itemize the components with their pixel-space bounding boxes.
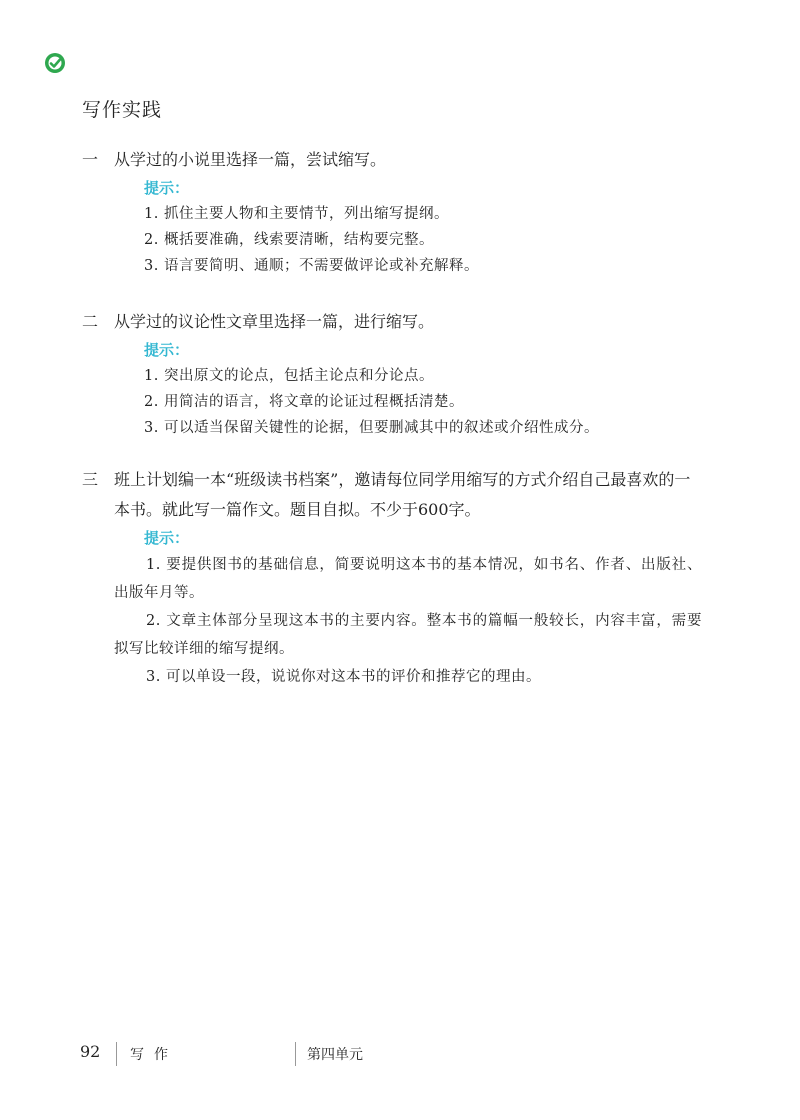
- tip-label: 提示：: [144, 341, 190, 359]
- task-heading: [82, 465, 702, 525]
- tip-label: 提示：: [144, 179, 190, 197]
- tip-item: 2. 文章主体部分呈现这本书的主要内容。整本书的篇幅一般较长，内容丰富，需要拟写比较详细的缩写提纲。: [114, 613, 702, 657]
- tip-item: 3. 可以单设一段，说说你对这本书的评价和推荐它的理由。: [146, 669, 541, 685]
- task-heading: [82, 307, 702, 337]
- page-number: 92: [80, 1042, 101, 1061]
- task-2: [82, 307, 702, 441]
- tip-item: 1. 抓住主要人物和主要情节，列出缩写提纲。: [144, 206, 449, 222]
- tip-item: 1. 要提供图书的基础信息，简要说明这本书的基本情况，如书名、作者、出版社、出版年月等。: [114, 557, 702, 601]
- footer-unit-name: 第四单元: [307, 1047, 363, 1063]
- tip-item: 1. 突出原文的论点，包括主论点和分论点。: [144, 368, 434, 384]
- task-number: 三: [82, 470, 99, 489]
- footer-section-name: 写作: [130, 1047, 178, 1063]
- tip-list: [82, 201, 702, 279]
- footer-divider: [116, 1042, 117, 1066]
- tip-item: 3. 语言要简明、通顺；不需要做评论或补充解释。: [144, 258, 479, 274]
- tip-list: [82, 551, 702, 691]
- tip-item: 3. 可以适当保留关键性的论据，但要删减其中的叙述或介绍性成分。: [144, 420, 599, 436]
- tip-list: [82, 363, 702, 441]
- page-footer: [0, 1040, 800, 1068]
- task-3: [82, 465, 702, 691]
- tip-item: 2. 概括要准确，线索要清晰，结构要完整。: [144, 232, 434, 248]
- task-prompt: 从学过的议论性文章里选择一篇，进行缩写。: [114, 312, 435, 331]
- green-circle-check-icon: [44, 52, 66, 74]
- page-title: 写作实践: [82, 99, 163, 121]
- task-prompt: 班上计划编一本“班级读书档案”，邀请每位同学用缩写的方式介绍自己最喜欢的一本书。就此写一篇作文。题目自拟。不少于600字。: [114, 470, 691, 519]
- tip-item: 2. 用简洁的语言，将文章的论证过程概括清楚。: [144, 394, 464, 410]
- tip-label: 提示：: [144, 529, 190, 547]
- task-number: 二: [82, 312, 99, 331]
- task-1: [82, 145, 702, 279]
- task-heading: [82, 145, 702, 175]
- footer-divider: [295, 1042, 296, 1066]
- task-prompt: 从学过的小说里选择一篇，尝试缩写。: [114, 150, 387, 169]
- task-number: 一: [82, 150, 99, 169]
